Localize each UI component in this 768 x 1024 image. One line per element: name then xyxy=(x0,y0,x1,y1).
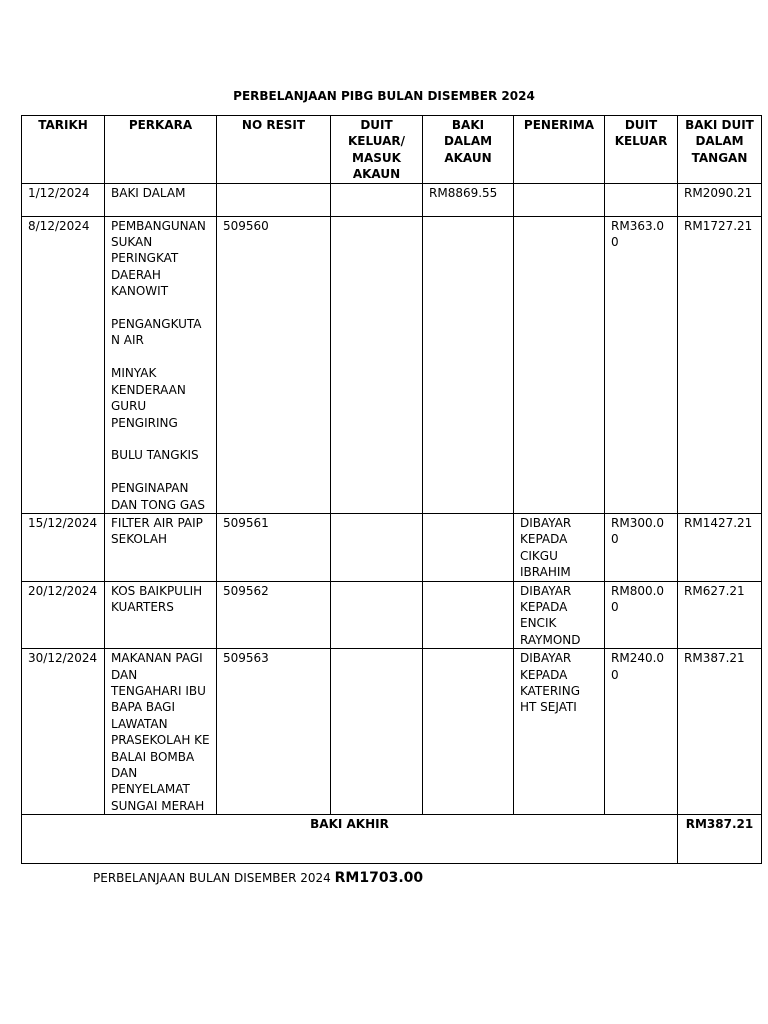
table-row xyxy=(22,183,762,216)
header-duit-keluar: DUIT KELUAR xyxy=(605,116,678,184)
table-row xyxy=(22,216,762,513)
cell-perkara: MAKANAN PAGI DAN TENGAHARI IBU BAPA BAGI LAWATAN PRASEKOLAH KE BALAI BOMBA DAN PENYELAMAT SUNGAI MERAH xyxy=(105,649,217,815)
cell-no-resit: 509561 xyxy=(217,513,331,581)
summary-amount: RM1703.00 xyxy=(334,870,424,886)
cell-penerima xyxy=(514,216,605,513)
cell-no-resit: 509560 xyxy=(217,216,331,513)
cell-perkara: BAKI DALAM xyxy=(105,183,217,216)
cell-baki-dalam-akaun xyxy=(423,216,514,513)
cell-perkara: KOS BAIKPULIH KUARTERS xyxy=(105,581,217,649)
table-footer-row xyxy=(22,815,762,864)
cell-baki-duit-dalam-tangan: RM1727.21 xyxy=(678,216,762,513)
cell-baki-duit-dalam-tangan: RM2090.21 xyxy=(678,183,762,216)
cell-duit-keluar: RM300.00 xyxy=(605,513,678,581)
table-row xyxy=(22,513,762,581)
cell-baki-dalam-akaun: RM8869.55 xyxy=(423,183,514,216)
cell-penerima: DIBAYAR KEPADA CIKGU IBRAHIM xyxy=(514,513,605,581)
cell-perkara: FILTER AIR PAIP SEKOLAH xyxy=(105,513,217,581)
cell-penerima: DIBAYAR KEPADA KATERING HT SEJATI xyxy=(514,649,605,815)
header-baki-duit-dalam-tangan: BAKI DUIT DALAM TANGAN xyxy=(678,116,762,184)
cell-baki-dalam-akaun xyxy=(423,649,514,815)
header-tarikh: TARIKH xyxy=(22,116,105,184)
summary-label: PERBELANJAAN BULAN DISEMBER 2024 xyxy=(93,871,331,885)
cell-duit-keluar: RM240.00 xyxy=(605,649,678,815)
document-title: PERBELANJAAN PIBG BULAN DISEMBER 2024 xyxy=(233,89,535,103)
header-perkara: PERKARA xyxy=(105,116,217,184)
baki-akhir-label: BAKI AKHIR xyxy=(22,815,678,864)
cell-duit-keluar-masuk-akaun xyxy=(331,183,423,216)
table-row xyxy=(22,649,762,815)
cell-duit-keluar: RM800.00 xyxy=(605,581,678,649)
cell-baki-duit-dalam-tangan: RM627.21 xyxy=(678,581,762,649)
cell-tarikh: 8/12/2024 xyxy=(22,216,105,513)
cell-no-resit: 509562 xyxy=(217,581,331,649)
cell-tarikh: 1/12/2024 xyxy=(22,183,105,216)
header-penerima: PENERIMA xyxy=(514,116,605,184)
cell-no-resit: 509563 xyxy=(217,649,331,815)
header-no-resit: NO RESIT xyxy=(217,116,331,184)
cell-penerima xyxy=(514,183,605,216)
cell-baki-duit-dalam-tangan: RM1427.21 xyxy=(678,513,762,581)
cell-duit-keluar xyxy=(605,183,678,216)
baki-akhir-value: RM387.21 xyxy=(678,815,762,864)
cell-tarikh: 15/12/2024 xyxy=(22,513,105,581)
cell-baki-dalam-akaun xyxy=(423,513,514,581)
cell-perkara: PEMBANGUNAN SUKAN PERINGKAT DAERAH KANOWIT PENGANGKUTAN AIR MINYAK KENDERAAN GURU PENGIRING BULU TANGKIS PENGINAPAN DAN TONG GAS xyxy=(105,216,217,513)
cell-duit-keluar-masuk-akaun xyxy=(331,581,423,649)
cell-duit-keluar-masuk-akaun xyxy=(331,216,423,513)
cell-tarikh: 30/12/2024 xyxy=(22,649,105,815)
cell-no-resit xyxy=(217,183,331,216)
cell-duit-keluar-masuk-akaun xyxy=(331,513,423,581)
monthly-expense-summary xyxy=(93,869,423,887)
cell-baki-duit-dalam-tangan: RM387.21 xyxy=(678,649,762,815)
cell-duit-keluar-masuk-akaun xyxy=(331,649,423,815)
header-duit-keluar-masuk-akaun: DUIT KELUAR/ MASUK AKAUN xyxy=(331,116,423,184)
cell-baki-dalam-akaun xyxy=(423,581,514,649)
cell-duit-keluar: RM363.00 xyxy=(605,216,678,513)
table-header-row xyxy=(22,116,762,184)
table-row xyxy=(22,581,762,649)
expense-table xyxy=(21,115,762,864)
cell-tarikh: 20/12/2024 xyxy=(22,581,105,649)
header-baki-dalam-akaun: BAKI DALAM AKAUN xyxy=(423,116,514,184)
cell-penerima: DIBAYAR KEPADA ENCIK RAYMOND xyxy=(514,581,605,649)
